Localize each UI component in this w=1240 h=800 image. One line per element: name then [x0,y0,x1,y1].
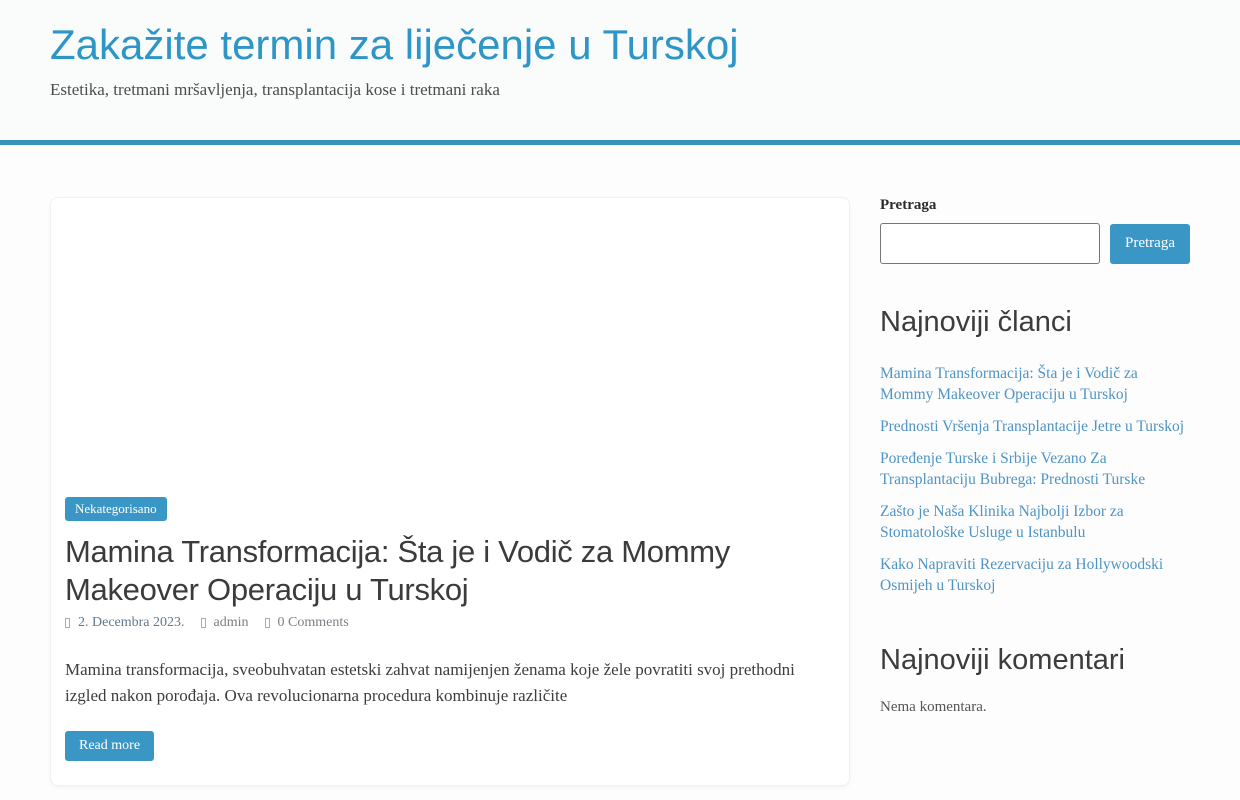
list-item [880,501,1190,543]
recent-comments-widget [880,644,1190,716]
search-form [880,223,1190,264]
post-title-link[interactable]: Mamina Transformacija: Šta je i Vodič za Mommy Makeover Operaciju u Turskoj [65,534,730,607]
post-comments-item[interactable] [265,615,349,631]
post-comments-count: 0 Comments [277,615,349,630]
search-widget [880,197,1190,264]
search-button[interactable]: Pretraga [1110,224,1190,264]
post-card [50,197,850,786]
recent-post-link-3[interactable]: Poređenje Turske i Srbije Vezano Za Transplantaciju Bubrega: Prednosti Turske [880,450,1146,488]
recent-posts-list [880,363,1190,596]
post-author: admin [213,615,249,630]
post-meta [65,615,835,631]
recent-post-link-4[interactable]: Zašto je Naša Klinika Najbolji Izbor za Stomatološke Usluge u Istanbulu [880,503,1124,541]
list-item [880,363,1190,405]
comments-icon [265,618,270,628]
main-column [50,197,850,786]
site-tagline: Estetika, tretmani mršavljenja, transplantacija kose i tretmani raka [50,80,500,99]
list-item [880,448,1190,490]
site-title-link[interactable]: Zakažite termin za liječenje u Turskoj [50,21,739,68]
list-item [880,554,1190,596]
read-more-button[interactable]: Read more [65,731,154,761]
post-date: 2. Decembra 2023. [78,615,185,630]
recent-post-link-5[interactable]: Kako Napraviti Rezervaciju za Hollywoodski Osmijeh u Turskoj [880,556,1164,594]
recent-post-link-1[interactable]: Mamina Transformacija: Šta je i Vodič za Mommy Makeover Operaciju u Turskoj [880,365,1138,403]
recent-posts-widget [880,306,1190,596]
list-item [880,416,1190,437]
recent-posts-heading: Najnoviji članci [880,306,1072,338]
calendar-icon [65,618,70,628]
category-badge[interactable]: Nekategorisano [65,497,167,521]
recent-post-link-2[interactable]: Prednosti Vršenja Transplantacije Jetre u Turskoj [880,418,1185,435]
author-icon [201,618,206,628]
site-header [0,0,1240,145]
content-area [50,197,1190,786]
post-excerpt: Mamina transformacija, sveobuhvatan estetski zahvat namijenjen ženama koje žele povratiti svoj prethodni izgled nakon porođaja. Ova revolucionarna procedura kombinuje različite [65,660,795,705]
no-comments-text: Nema komentara. [880,699,987,715]
recent-comments-heading: Najnoviji komentari [880,644,1125,676]
post-author-item[interactable] [201,615,249,631]
search-label: Pretraga [880,197,937,213]
search-input[interactable] [880,223,1100,264]
sidebar [880,197,1190,716]
post-date-item[interactable] [65,615,185,631]
featured-image-placeholder [65,212,835,497]
